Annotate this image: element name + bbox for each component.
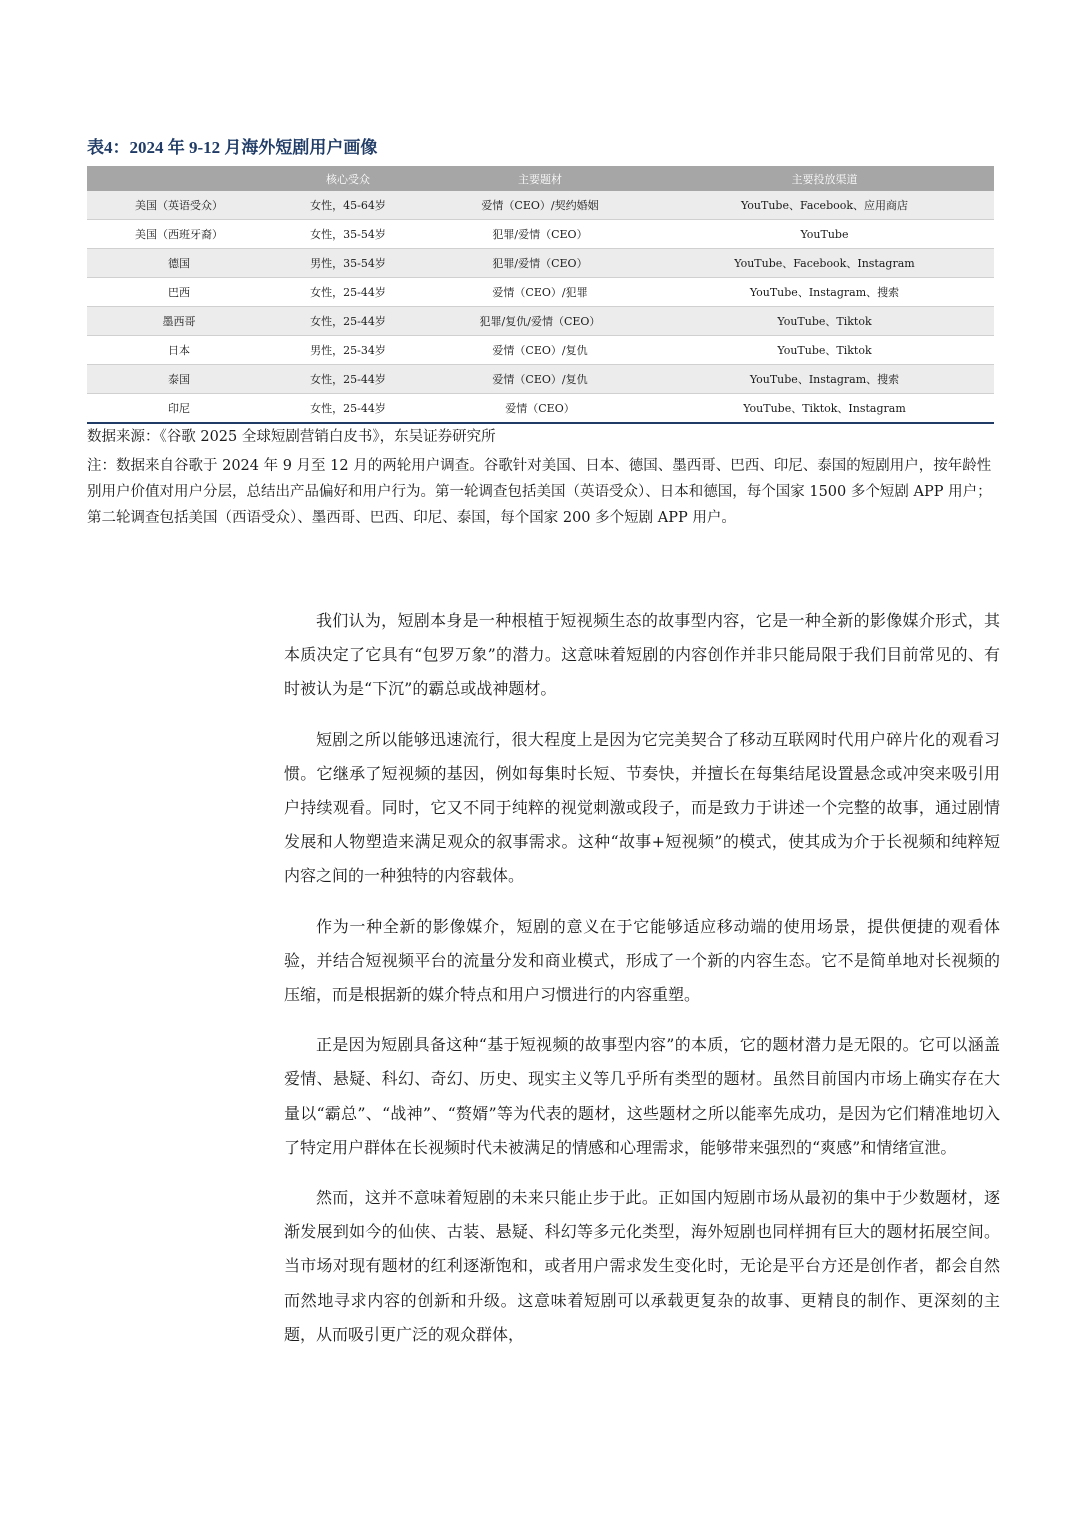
cell-audience: 男性，35-54岁 bbox=[271, 249, 425, 278]
cell-audience: 女性，35-54岁 bbox=[271, 220, 425, 249]
cell-subject: 犯罪/爱情（CEO） bbox=[425, 249, 655, 278]
user-profile-table bbox=[87, 166, 994, 424]
header-country bbox=[87, 166, 271, 191]
cell-channels: YouTube、Instagram、搜索 bbox=[655, 365, 994, 394]
cell-audience: 男性，25-34岁 bbox=[271, 336, 425, 365]
table-row bbox=[87, 249, 994, 278]
table-row bbox=[87, 394, 994, 424]
cell-channels: YouTube、Tiktok bbox=[655, 307, 994, 336]
data-source: 数据来源：《谷歌 2025 全球短剧营销白皮书》，东吴证券研究所 bbox=[87, 429, 496, 445]
cell-subject: 犯罪/复仇/爱情（CEO） bbox=[425, 307, 655, 336]
header-core-audience: 核心受众 bbox=[271, 166, 425, 191]
paragraph: 然而，这并不意味着短剧的未来只能止步于此。正如国内短剧市场从最初的集中于少数题材，逐渐发展到如今的仙侠、古装、悬疑、科幻等多元化类型，海外短剧也同样拥有巨大的题材拓展空间。当市场对现有题材的红利逐渐饱和，或者用户需求发生变化时，无论是平台方还是创作者，都会自然而然地寻求内容的创新和升级。这意味着短剧可以承载更复杂的故事、更精良的制作、更深刻的主题，从而吸引更广泛的观众群体， bbox=[284, 1188, 1000, 1344]
cell-channels: YouTube bbox=[655, 220, 994, 249]
cell-subject: 爱情（CEO） bbox=[425, 394, 655, 424]
cell-channels: YouTube、Facebook、Instagram bbox=[655, 249, 994, 278]
cell-audience: 女性，25-44岁 bbox=[271, 394, 425, 424]
table-header-row bbox=[87, 166, 994, 191]
cell-audience: 女性，25-44岁 bbox=[271, 307, 425, 336]
table-row bbox=[87, 278, 994, 307]
table-row bbox=[87, 336, 994, 365]
paragraph: 短剧之所以能够迅速流行，很大程度上是因为它完美契合了移动互联网时代用户碎片化的观看习惯。它继承了短视频的基因，例如每集时长短、节奏快，并擅长在每集结尾设置悬念或冲突来吸引用户持续观看。同时，它又不同于纯粹的视觉刺激或段子，而是致力于讲述一个完整的故事，通过剧情发展和人物塑造来满足观众的叙事需求。这种“故事+短视频”的模式，使其成为介于长视频和纯粹短内容之间的一种独特的内容载体。 bbox=[284, 729, 1000, 886]
table-title: 表4：2024 年 9-12 月海外短剧用户画像 bbox=[87, 138, 378, 157]
cell-subject: 爱情（CEO）/契约婚姻 bbox=[425, 191, 655, 220]
cell-country: 美国（西班牙裔） bbox=[87, 220, 271, 249]
cell-channels: YouTube、Tiktok、Instagram bbox=[655, 394, 994, 424]
cell-audience: 女性，25-44岁 bbox=[271, 365, 425, 394]
cell-subject: 爱情（CEO）/复仇 bbox=[425, 336, 655, 365]
body-text bbox=[284, 604, 1000, 1368]
header-channels: 主要投放渠道 bbox=[655, 166, 994, 191]
paragraph: 我们认为，短剧本身是一种根植于短视频生态的故事型内容，它是一种全新的影像媒介形式，其本质决定了它具有“包罗万象”的潜力。这意味着短剧的内容创作并非只能局限于我们目前常见的、有时被认为是“下沉”的霸总或战神题材。 bbox=[284, 611, 1000, 699]
cell-country: 墨西哥 bbox=[87, 307, 271, 336]
header-main-subject: 主要题材 bbox=[425, 166, 655, 191]
cell-country: 日本 bbox=[87, 336, 271, 365]
cell-channels: YouTube、Tiktok bbox=[655, 336, 994, 365]
cell-country: 德国 bbox=[87, 249, 271, 278]
cell-subject: 爱情（CEO）/复仇 bbox=[425, 365, 655, 394]
cell-country: 美国（英语受众） bbox=[87, 191, 271, 220]
cell-subject: 犯罪/爱情（CEO） bbox=[425, 220, 655, 249]
paragraph: 正是因为短剧具备这种“基于短视频的故事型内容”的本质，它的题材潜力是无限的。它可以涵盖爱情、悬疑、科幻、奇幻、历史、现实主义等几乎所有类型的题材。虽然目前国内市场上确实存在大量以“霸总”、“战神”、“赘婿”等为代表的题材，这些题材之所以能率先成功，是因为它们精准地切入了特定用户群体在长视频时代未被满足的情感和心理需求，能够带来强烈的“爽感”和情绪宣泄。 bbox=[284, 1035, 1000, 1157]
cell-country: 泰国 bbox=[87, 365, 271, 394]
cell-channels: YouTube、Instagram、搜索 bbox=[655, 278, 994, 307]
table-row bbox=[87, 307, 994, 336]
cell-subject: 爱情（CEO）/犯罪 bbox=[425, 278, 655, 307]
cell-channels: YouTube、Facebook、应用商店 bbox=[655, 191, 994, 220]
table-note: 注：数据来自谷歌于 2024 年 9 月至 12 月的两轮用户调查。谷歌针对美国、日本、德国、墨西哥、巴西、印尼、泰国的短剧用户，按年龄性别用户价值对用户分层，总结出产品偏好和用户行为。第一轮调查包括美国（英语受众）、日本和德国，每个国家 1500 多个短剧 APP 用户；第二轮调查包括美国（西语受众）、墨西哥、巴西、印尼、泰国，每个国家 200 多个短剧 APP 用户。 bbox=[87, 458, 992, 526]
paragraph: 作为一种全新的影像媒介，短剧的意义在于它能够适应移动端的使用场景，提供便捷的观看体验，并结合短视频平台的流量分发和商业模式，形成了一个新的内容生态。它不是简单地对长视频的压缩，而是根据新的媒介特点和用户习惯进行的内容重塑。 bbox=[284, 916, 1000, 1005]
cell-audience: 女性，45-64岁 bbox=[271, 191, 425, 220]
cell-country: 印尼 bbox=[87, 394, 271, 424]
table-row bbox=[87, 365, 994, 394]
cell-audience: 女性，25-44岁 bbox=[271, 278, 425, 307]
table-row bbox=[87, 220, 994, 249]
cell-country: 巴西 bbox=[87, 278, 271, 307]
table-row bbox=[87, 191, 994, 220]
